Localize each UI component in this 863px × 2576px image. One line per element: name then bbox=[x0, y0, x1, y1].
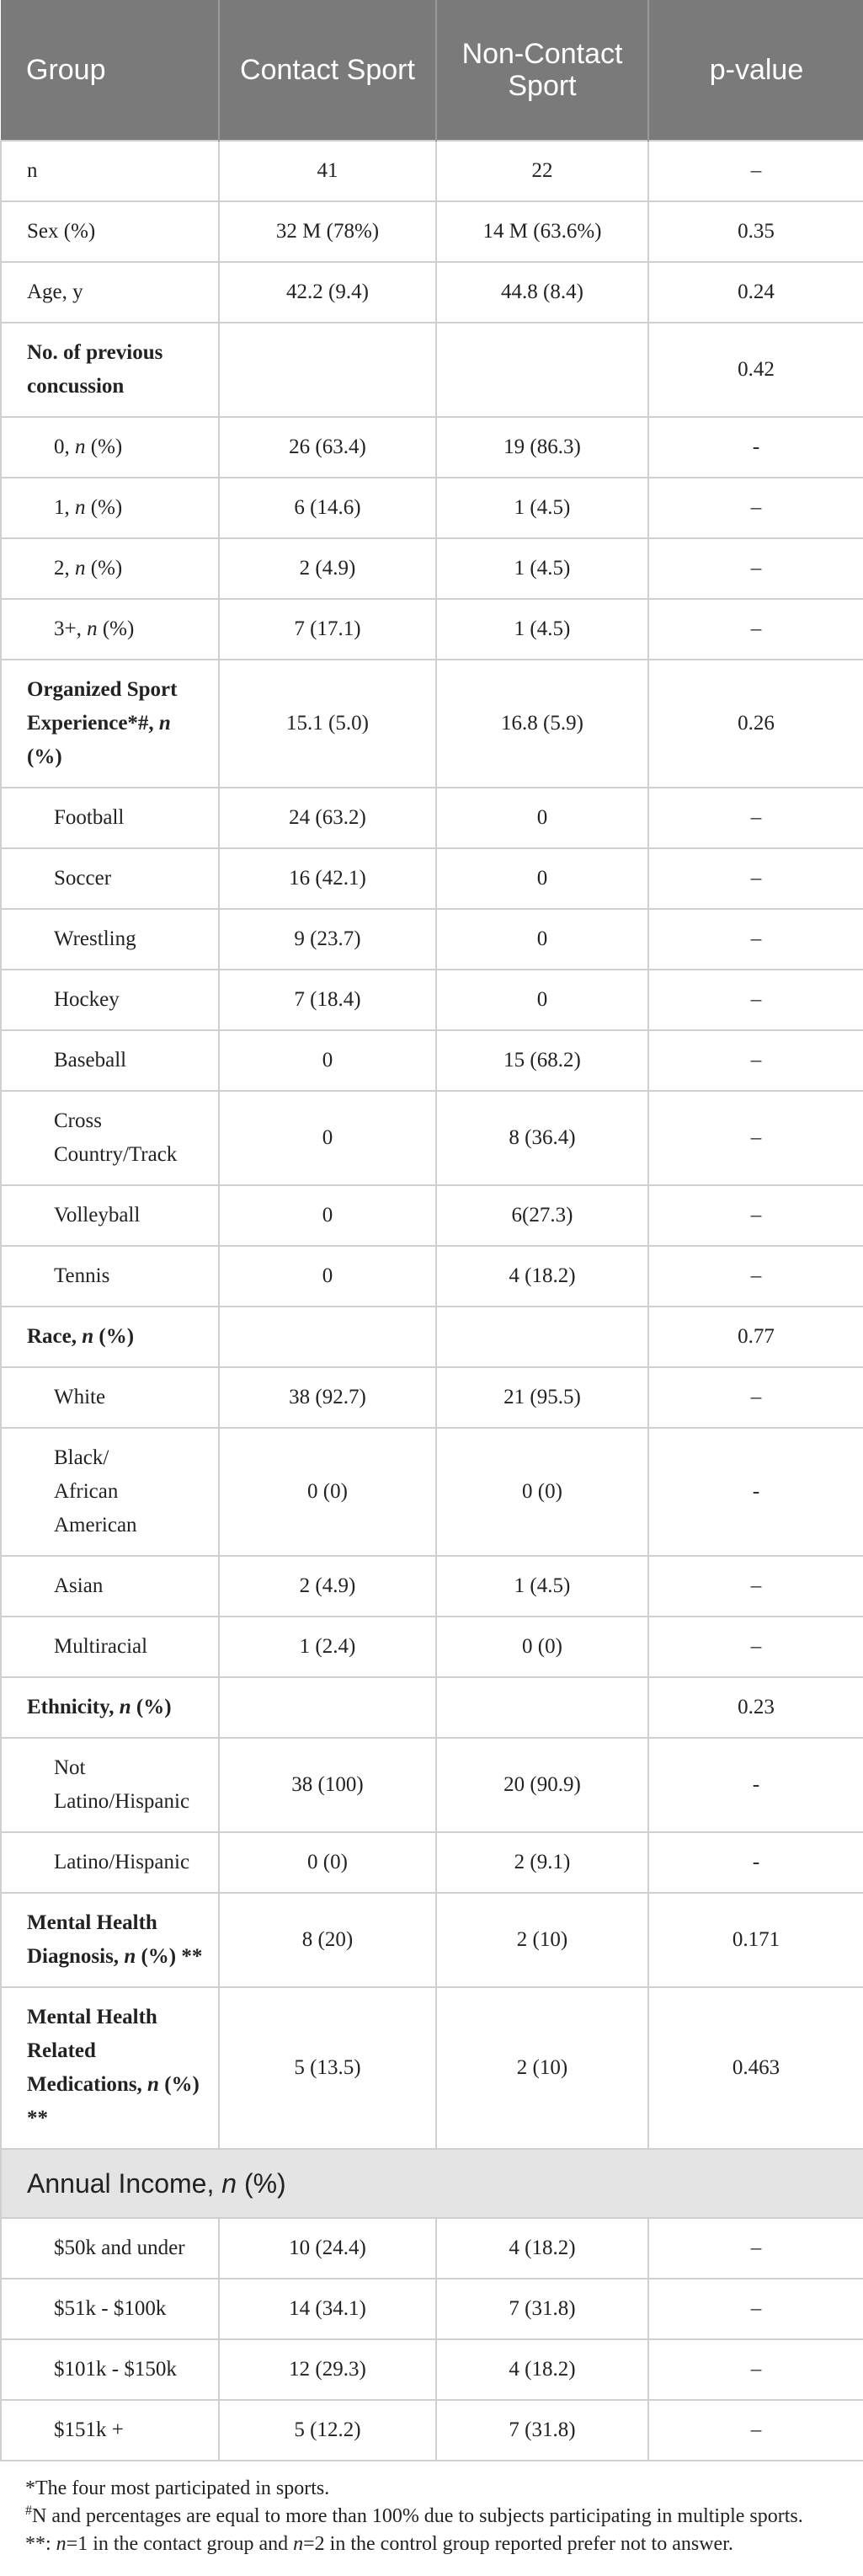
contact-value: 41 bbox=[219, 141, 436, 201]
p-value: – bbox=[648, 599, 863, 660]
contact-value: 16 (42.1) bbox=[219, 848, 436, 909]
p-value: – bbox=[648, 538, 863, 599]
p-value: 0.35 bbox=[648, 201, 863, 262]
p-value: – bbox=[648, 1556, 863, 1617]
header-p-value: p-value bbox=[648, 0, 863, 141]
row-label-text: Organized Sport Experience*#, n (%) bbox=[27, 678, 178, 768]
contact-value: 32 M (78%) bbox=[219, 201, 436, 262]
table-row bbox=[1, 1246, 863, 1307]
p-value: – bbox=[648, 1367, 863, 1428]
row-label: Asian bbox=[1, 1556, 219, 1617]
row-label: 2, n (%) bbox=[1, 538, 219, 599]
noncontact-value: 0 bbox=[436, 970, 648, 1030]
noncontact-value: 14 M (63.6%) bbox=[436, 201, 648, 262]
p-value: – bbox=[648, 970, 863, 1030]
row-label: Race, n (%) bbox=[1, 1307, 219, 1367]
table-row bbox=[1, 262, 863, 323]
contact-value: 15.1 (5.0) bbox=[219, 660, 436, 788]
table-row bbox=[1, 1987, 863, 2149]
contact-value: 0 bbox=[219, 1030, 436, 1091]
row-label-text: Cross Country/Track bbox=[54, 1109, 178, 1166]
table-row bbox=[1, 201, 863, 262]
contact-value: 12 (29.3) bbox=[219, 2339, 436, 2400]
noncontact-value bbox=[436, 1307, 648, 1367]
row-label: Football bbox=[1, 788, 219, 848]
table-row bbox=[1, 1185, 863, 1246]
contact-value: 9 (23.7) bbox=[219, 909, 436, 970]
annual-income-header: Annual Income, n (%) bbox=[1, 2149, 863, 2218]
row-label-text: Mental Health Related Medications, n (%) ** bbox=[27, 2006, 200, 2130]
table-footnotes bbox=[0, 2461, 863, 2558]
noncontact-value: 15 (68.2) bbox=[436, 1030, 648, 1091]
contact-value: 0 (0) bbox=[219, 1832, 436, 1893]
contact-value: 8 (20) bbox=[219, 1893, 436, 1987]
noncontact-value: 1 (4.5) bbox=[436, 478, 648, 538]
table-row bbox=[1, 660, 863, 788]
table-row bbox=[1, 599, 863, 660]
table-row bbox=[1, 1738, 863, 1832]
noncontact-value: 4 (18.2) bbox=[436, 2339, 648, 2400]
table-row bbox=[1, 909, 863, 970]
table-row bbox=[1, 2279, 863, 2339]
table-row bbox=[1, 1617, 863, 1677]
p-value: – bbox=[648, 1246, 863, 1307]
contact-value: 5 (12.2) bbox=[219, 2400, 436, 2461]
row-label: Multiracial bbox=[1, 1617, 219, 1677]
noncontact-value: 1 (4.5) bbox=[436, 538, 648, 599]
p-value: 0.24 bbox=[648, 262, 863, 323]
p-value: – bbox=[648, 1185, 863, 1246]
table-row bbox=[1, 538, 863, 599]
p-value: - bbox=[648, 1738, 863, 1832]
row-label bbox=[1, 1428, 219, 1556]
noncontact-value: 22 bbox=[436, 141, 648, 201]
p-value: – bbox=[648, 141, 863, 201]
p-value: – bbox=[648, 788, 863, 848]
footnote-hash bbox=[25, 2503, 838, 2531]
table-row bbox=[1, 1893, 863, 1987]
row-label: $101k - $150k bbox=[1, 2339, 219, 2400]
table-row bbox=[1, 1832, 863, 1893]
row-label: Volleyball bbox=[1, 1185, 219, 1246]
noncontact-value: 2 (10) bbox=[436, 1987, 648, 2149]
p-value: – bbox=[648, 2339, 863, 2400]
row-label: Tennis bbox=[1, 1246, 219, 1307]
table-row bbox=[1, 848, 863, 909]
footnote-hash-text: N and percentages are equal to more than 100% due to subjects participating in multiple sports. bbox=[32, 2505, 803, 2527]
p-value: 0.26 bbox=[648, 660, 863, 788]
table-row bbox=[1, 1091, 863, 1185]
contact-value bbox=[219, 1677, 436, 1738]
table-row bbox=[1, 1307, 863, 1367]
noncontact-value: 0 (0) bbox=[436, 1617, 648, 1677]
noncontact-value: 7 (31.8) bbox=[436, 2400, 648, 2461]
p-value: – bbox=[648, 2218, 863, 2279]
contact-value: 5 (13.5) bbox=[219, 1987, 436, 2149]
table-header-row bbox=[1, 0, 863, 141]
noncontact-value: 6(27.3) bbox=[436, 1185, 648, 1246]
noncontact-value: 20 (90.9) bbox=[436, 1738, 648, 1832]
p-value: 0.42 bbox=[648, 323, 863, 417]
p-value: 0.77 bbox=[648, 1307, 863, 1367]
noncontact-value: 7 (31.8) bbox=[436, 2279, 648, 2339]
table-row bbox=[1, 478, 863, 538]
row-label bbox=[1, 323, 219, 417]
header-contact-sport: Contact Sport bbox=[219, 0, 436, 141]
row-label-text: Mental Health Diagnosis, n (%) ** bbox=[27, 1911, 203, 1968]
noncontact-value: 44.8 (8.4) bbox=[436, 262, 648, 323]
table-row bbox=[1, 1367, 863, 1428]
p-value: – bbox=[648, 1091, 863, 1185]
contact-value: 1 (2.4) bbox=[219, 1617, 436, 1677]
noncontact-value: 2 (9.1) bbox=[436, 1832, 648, 1893]
contact-value: 26 (63.4) bbox=[219, 417, 436, 478]
p-value: 0.463 bbox=[648, 1987, 863, 2149]
noncontact-value: 19 (86.3) bbox=[436, 417, 648, 478]
noncontact-value: 21 (95.5) bbox=[436, 1367, 648, 1428]
row-label: Latino/Hispanic bbox=[1, 1832, 219, 1893]
contact-value: 42.2 (9.4) bbox=[219, 262, 436, 323]
contact-value: 7 (17.1) bbox=[219, 599, 436, 660]
p-value: – bbox=[648, 1030, 863, 1091]
noncontact-value: 4 (18.2) bbox=[436, 2218, 648, 2279]
p-value: 0.23 bbox=[648, 1677, 863, 1738]
row-label: Sex (%) bbox=[1, 201, 219, 262]
row-label: $51k - $100k bbox=[1, 2279, 219, 2339]
contact-value: 0 bbox=[219, 1185, 436, 1246]
row-label-text: Black/ African American bbox=[54, 1446, 137, 1537]
footnote-double-star: **: n=1 in the contact group and n=2 in the control group reported prefer not to answer. bbox=[25, 2533, 733, 2555]
noncontact-value: 1 (4.5) bbox=[436, 599, 648, 660]
row-label: $151k + bbox=[1, 2400, 219, 2461]
p-value: – bbox=[648, 478, 863, 538]
contact-value: 7 (18.4) bbox=[219, 970, 436, 1030]
row-label: n bbox=[1, 141, 219, 201]
row-label: Hockey bbox=[1, 970, 219, 1030]
table-row bbox=[1, 1556, 863, 1617]
table-row bbox=[1, 141, 863, 201]
noncontact-value: 0 (0) bbox=[436, 1428, 648, 1556]
contact-value: 0 bbox=[219, 1246, 436, 1307]
header-group: Group bbox=[1, 0, 219, 141]
table-row bbox=[1, 417, 863, 478]
row-label bbox=[1, 1091, 219, 1185]
contact-value: 2 (4.9) bbox=[219, 1556, 436, 1617]
row-label-text: No. of previous concussion bbox=[27, 341, 163, 398]
row-label bbox=[1, 1738, 219, 1832]
contact-value: 38 (92.7) bbox=[219, 1367, 436, 1428]
row-label bbox=[1, 1893, 219, 1987]
row-label: Ethnicity, n (%) bbox=[1, 1677, 219, 1738]
table-row bbox=[1, 2339, 863, 2400]
row-label: 3+, n (%) bbox=[1, 599, 219, 660]
p-value: 0.171 bbox=[648, 1893, 863, 1987]
contact-value: 24 (63.2) bbox=[219, 788, 436, 848]
row-label: Wrestling bbox=[1, 909, 219, 970]
row-label: Baseball bbox=[1, 1030, 219, 1091]
noncontact-value: 0 bbox=[436, 848, 648, 909]
row-label: Soccer bbox=[1, 848, 219, 909]
noncontact-value: 16.8 (5.9) bbox=[436, 660, 648, 788]
row-label: White bbox=[1, 1367, 219, 1428]
noncontact-value: 2 (10) bbox=[436, 1893, 648, 1987]
row-label: 1, n (%) bbox=[1, 478, 219, 538]
contact-value bbox=[219, 323, 436, 417]
noncontact-value bbox=[436, 1677, 648, 1738]
contact-value: 10 (24.4) bbox=[219, 2218, 436, 2279]
p-value: - bbox=[648, 1428, 863, 1556]
p-value: – bbox=[648, 1617, 863, 1677]
p-value: - bbox=[648, 417, 863, 478]
row-label: $50k and under bbox=[1, 2218, 219, 2279]
table-row bbox=[1, 970, 863, 1030]
noncontact-value: 4 (18.2) bbox=[436, 1246, 648, 1307]
table-row bbox=[1, 323, 863, 417]
noncontact-value: 0 bbox=[436, 909, 648, 970]
footnote-star: *The four most participated in sports. bbox=[25, 2477, 330, 2499]
p-value: – bbox=[648, 909, 863, 970]
annual-income-section-row bbox=[1, 2149, 863, 2218]
noncontact-value: 8 (36.4) bbox=[436, 1091, 648, 1185]
table-row bbox=[1, 2400, 863, 2461]
contact-value: 0 bbox=[219, 1091, 436, 1185]
table-row bbox=[1, 1428, 863, 1556]
contact-value: 0 (0) bbox=[219, 1428, 436, 1556]
row-label-text: Not Latino/Hispanic bbox=[54, 1756, 190, 1813]
row-label: Age, y bbox=[1, 262, 219, 323]
p-value: – bbox=[648, 848, 863, 909]
noncontact-value: 0 bbox=[436, 788, 648, 848]
p-value: – bbox=[648, 2279, 863, 2339]
row-label bbox=[1, 660, 219, 788]
noncontact-value: 1 (4.5) bbox=[436, 1556, 648, 1617]
row-label: 0, n (%) bbox=[1, 417, 219, 478]
contact-value: 6 (14.6) bbox=[219, 478, 436, 538]
noncontact-value bbox=[436, 323, 648, 417]
contact-value bbox=[219, 1307, 436, 1367]
header-non-contact-sport: Non-Contact Sport bbox=[436, 0, 648, 141]
table-row bbox=[1, 2218, 863, 2279]
footnote-hash-mark: # bbox=[25, 2504, 32, 2518]
row-label bbox=[1, 1987, 219, 2149]
contact-value: 2 (4.9) bbox=[219, 538, 436, 599]
contact-value: 38 (100) bbox=[219, 1738, 436, 1832]
p-value: – bbox=[648, 2400, 863, 2461]
p-value: - bbox=[648, 1832, 863, 1893]
table-row bbox=[1, 788, 863, 848]
table-row bbox=[1, 1677, 863, 1738]
contact-value: 14 (34.1) bbox=[219, 2279, 436, 2339]
table-row bbox=[1, 1030, 863, 1091]
